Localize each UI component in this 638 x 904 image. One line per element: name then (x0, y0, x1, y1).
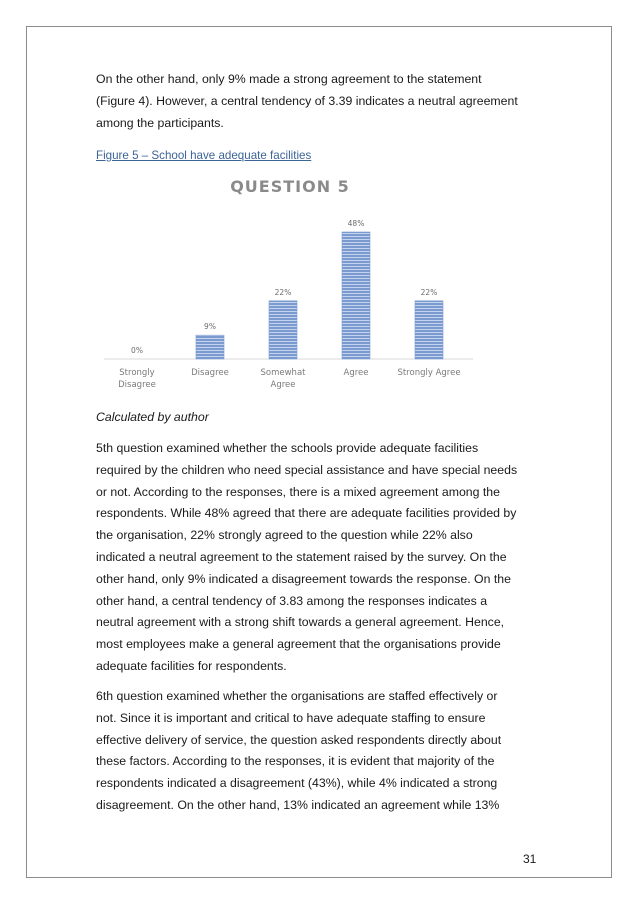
text-line: other hand, only 9% indicated a disagreement towards the response. On the (96, 571, 511, 586)
category-label: Disagree (118, 380, 156, 390)
category-label: Agree (343, 368, 369, 378)
page-number: 31 (523, 852, 537, 866)
value-label: 48% (347, 219, 365, 228)
text-line: On the other hand, only 9% made a strong agreement to the statement (96, 72, 482, 86)
bar-chart (100, 170, 480, 400)
category-label: Strongly Agree (397, 368, 461, 378)
text-line: indicated a neutral agreement to the statement raised by the survey. On the (96, 549, 507, 564)
category-label: Disagree (191, 368, 229, 378)
intro-paragraph (96, 69, 546, 134)
value-label: 22% (274, 287, 292, 297)
text-line: effective delivery of service, the question asked respondents directly about (96, 732, 502, 747)
text-line: 6th question examined whether the organisations are staffed effectively or (96, 689, 498, 703)
text-line: these factors. According to the responses, it is evident that majority of the (96, 754, 495, 769)
value-label: 0% (131, 346, 143, 355)
value-label: 9% (204, 322, 216, 332)
q6-paragraph (96, 686, 546, 817)
text-line: (Figure 4). However, a central tendency of 3.39 indicates a neutral agreement (96, 93, 518, 108)
bar (269, 301, 297, 359)
text-line: other hand, a central tendency of 3.83 among the responses indicates a (96, 593, 488, 608)
q5-paragraph (96, 438, 546, 678)
text-line: or not. According to the responses, there is a mixed agreement among the (96, 484, 500, 499)
text-line: disagreement. On the other hand, 13% indicated an agreement while 13% (96, 797, 500, 812)
text-line: 5th question examined whether the schools provide adequate facilities (96, 441, 479, 455)
text-line: required by the children who need special assistance and have special needs (96, 462, 518, 477)
figure-caption[interactable]: Figure 5 – School have adequate facilities (96, 149, 312, 162)
text-line: not. Since it is important and critical to have adequate staffing to ensure (96, 710, 486, 725)
bar (196, 335, 224, 359)
bar (342, 232, 370, 359)
text-line: respondents indicated a disagreement (43%), while 4% indicated a strong (96, 776, 498, 791)
chart-title: QUESTION 5 (230, 177, 350, 196)
bar (415, 301, 443, 359)
bars-group (196, 232, 443, 359)
text-line: adequate facilities for respondents. (96, 658, 287, 673)
text-line: among the participants. (96, 115, 224, 130)
category-label: Strongly (119, 368, 155, 378)
category-label: Agree (270, 380, 296, 390)
text-line: neutral agreement with a strong shift towards a general agreement. Hence, (96, 615, 505, 630)
text-line: most employees make a general agreement that the organisations provide (96, 637, 501, 652)
figure-source: Calculated by author (96, 410, 209, 424)
text-line: the organisation, 22% strongly agreed to the question while 22% also (96, 528, 473, 543)
category-labels-group (118, 368, 460, 390)
text-line: respondents. While 48% agreed that there are adequate facilities provided by (96, 506, 517, 521)
value-label: 22% (420, 287, 438, 297)
category-label: Somewhat (260, 368, 306, 378)
